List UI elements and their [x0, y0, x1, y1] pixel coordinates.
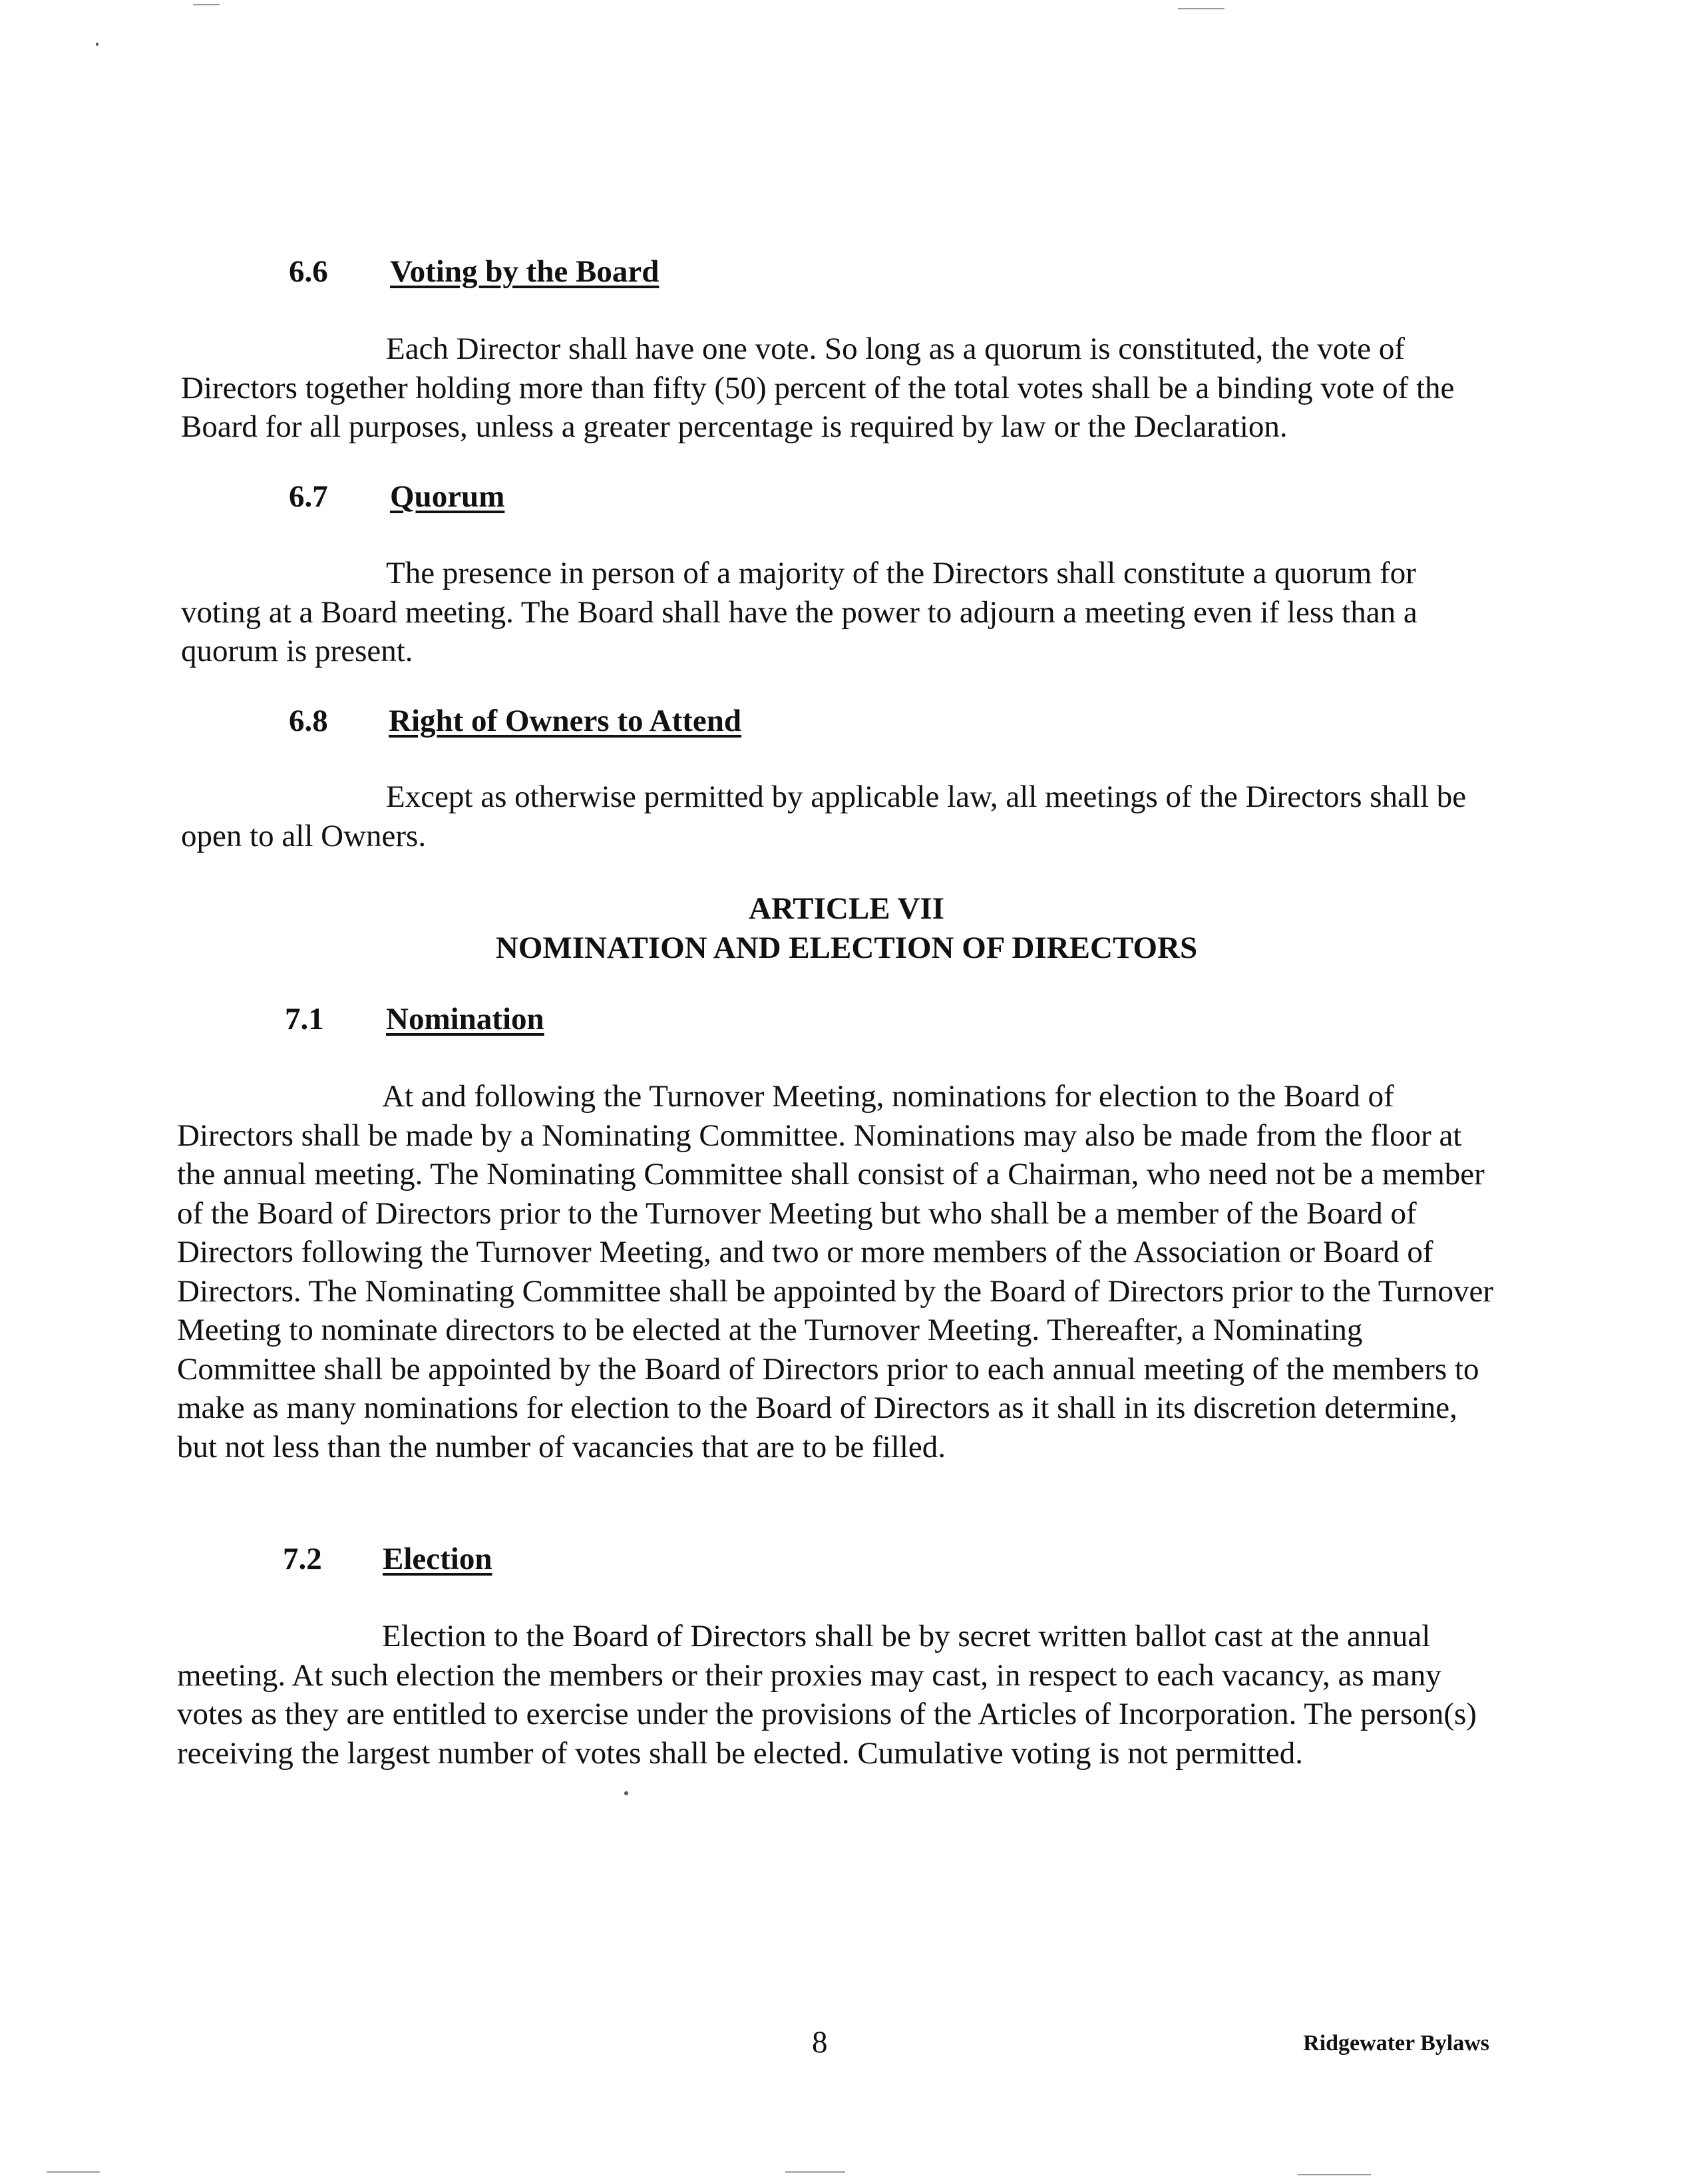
- scan-artifact: [193, 4, 220, 5]
- section-heading-6-8: [289, 702, 742, 740]
- scan-artifact: [785, 2171, 845, 2173]
- section-body-6-6: Each Director shall have one vote. So long as a quorum is constituted, the vote of Directors together holding more than fifty (50) percent of the total votes shall be a binding vote of the Board for all purposes, unless a greater percentage is required by law or the Declaration.: [181, 331, 1455, 444]
- section-heading-7-2: [283, 1540, 492, 1578]
- scan-artifact: [1178, 8, 1224, 9]
- section-number: 7.1: [285, 1002, 324, 1036]
- section-title: Quorum: [390, 479, 505, 514]
- section-body-7-1: At and following the Turnover Meeting, nominations for election to the Board of Directors shall be made by a Nominating Committee. Nominations may also be made from the floor at the annual meeting. The Nominating Committee shall consist of a Chairman, who need not be a member of the Board of Directors prior to the Turnover Meeting but who shall be a member of the Board of Directors following the Turnover Meeting, and two or more members of the Association or Board of Directors. The Nominating Committee shall be appointed by the Board of Directors prior to the Turnover Meeting to nominate directors to be elected at the Turnover Meeting. Thereafter, a Nominating Committee shall be appointed by the Board of Directors prior to each annual meeting of the members to make as many nominations for election to the Board of Directors as it shall in its discretion determine, but not less than the number of vacancies that are to be filled.: [177, 1079, 1493, 1464]
- article-label: ARTICLE VII: [749, 891, 944, 926]
- section-number: 6.8: [289, 704, 328, 738]
- section-title: Voting by the Board: [390, 254, 659, 289]
- section-number: 7.2: [283, 1542, 322, 1576]
- section-heading-6-7: [289, 478, 505, 515]
- scan-artifact: [47, 2171, 100, 2173]
- section-number: 6.6: [289, 254, 328, 289]
- section-body-7-2: Election to the Board of Directors shall be by secret written ballot cast at the annual meeting. At such election the members or their proxies may cast, in respect to each vacancy, as many votes as they are entitled to exercise under the provisions of the Articles of Incorporation. The person(s) receiving the largest number of votes shall be elected. Cumulative voting is not permitted.: [177, 1619, 1477, 1771]
- section-title: Right of Owners to Attend: [389, 704, 742, 738]
- scan-artifact: [1298, 2174, 1371, 2175]
- section-title: Election: [383, 1542, 492, 1576]
- scan-speck: [624, 1791, 628, 1795]
- section-body-6-7: The presence in person of a majority of the Directors shall constitute a quorum for voting at a Board meeting. The Board shall have the power to adjourn a meeting even if less than a quorum is present.: [181, 556, 1417, 668]
- section-title: Nomination: [386, 1002, 544, 1036]
- section-heading-7-1: [285, 1000, 544, 1038]
- page-number: 8: [812, 2025, 828, 2060]
- article-title: NOMINATION AND ELECTION OF DIRECTORS: [495, 931, 1198, 965]
- scan-speck: [96, 43, 98, 46]
- section-number: 6.7: [289, 479, 328, 514]
- section-heading-6-6: [289, 253, 659, 290]
- section-body-6-8: Except as otherwise permitted by applicable law, all meetings of the Directors shall be open to all Owners.: [181, 779, 1467, 853]
- document-title: Ridgewater Bylaws: [1303, 2031, 1489, 2056]
